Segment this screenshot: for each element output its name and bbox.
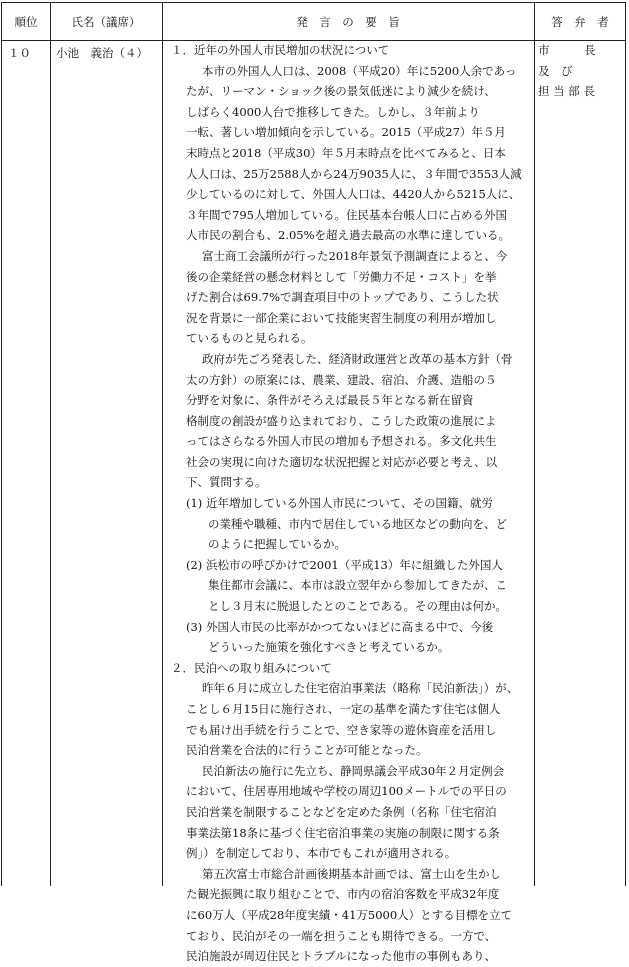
- header-name: 氏名（議席）: [71, 14, 141, 29]
- summary-line: 一転、著しい増加傾向を示している。2015（平成27）年５月: [186, 125, 506, 140]
- summary-line: 少しているのに対して、外国人人口は、4420人から5215人に、: [186, 187, 521, 202]
- summary-line: に60万人（平成28年度実績・41万5000人）とする目標を立て: [186, 907, 513, 922]
- summary-line: 況を背景に一部企業において技能実習生制度の利用が増加し: [186, 310, 497, 325]
- summary-line: のように把握しているか。: [208, 537, 346, 552]
- summary-line: 民泊施設が周辺住民とトラブルになった他市の事例もあり、: [186, 949, 497, 964]
- summary-line: 後の企業経営の懸念材料として「労働力不足・コスト」を挙: [186, 269, 497, 284]
- summary-line: 例」）を制定しており、本市でもこれが適用される。: [186, 846, 457, 861]
- summary-line: 事業法第18条に基づく住宅宿泊事業の実施の制限に関する条: [186, 825, 500, 840]
- summary-line: ３年間で795人増加している。住民基本台帳人口に占める外国: [186, 207, 507, 222]
- summary-line: 集住都市会議に、本市は設立翌年から参加してきたが、こ: [208, 578, 507, 593]
- summary-line: 昨年６月に成立した住宅宿泊事業法（略称「民泊新法」）が、: [202, 681, 519, 696]
- summary-line: た観光振興に取り組むことで、市内の宿泊客数を平成32年度: [186, 887, 500, 902]
- summary-line: (3) 外国人市民の比率がかつてないほどに高まる中で、今後: [186, 619, 494, 634]
- summary-line: ２．民泊への取り組みについて: [171, 660, 332, 675]
- summary-line: しばらく4000人台で推移してきた。しかし、３年前より: [186, 104, 480, 119]
- header-respondent: 答 弁 者: [551, 14, 609, 29]
- summary-line: 末時点と2018（平成30）年５月末時点を比べてみると、日本: [186, 145, 506, 160]
- summary-line: 太の方針）の原案には、農業、建設、宿泊、介護、造船の５: [186, 372, 497, 387]
- column-divider: [534, 3, 535, 886]
- summary-line: 人市民の割合も、2.05%を超え過去最高の水準に達している。: [186, 228, 511, 243]
- row-order: １０: [8, 46, 31, 60]
- summary-line: 社会の実現に向けた適切な状況把握と対応が必要と考え、以: [186, 454, 498, 469]
- summary-line: ってはさらなる外国人市民の増加も予想される。多文化共生: [186, 434, 497, 449]
- speech-summary-body: [168, 40, 532, 967]
- summary-line: ことし６月15日に施行され、一定の基準を満たす住宅は個人: [186, 702, 501, 716]
- respondent-list: [538, 40, 622, 102]
- row-name: 小池 義治（４）: [56, 46, 148, 60]
- header-order: 順位: [14, 14, 38, 29]
- respondent-entry: 及 び: [538, 63, 573, 78]
- summary-line: 分野を対象に、条件がそろえば最長５年となる新在留資: [186, 393, 474, 408]
- header-summary: 発 言 の 要 旨: [296, 14, 400, 29]
- summary-line: 民泊営業を合法的に行うことが可能となった。: [186, 743, 428, 758]
- summary-line: の業種や職種、市内で居住している地区などの動向を、ど: [208, 516, 507, 531]
- respondent-entry: 担 当 部 長: [538, 84, 595, 99]
- summary-line: 政府が先ごろ発表した、経済財政運営と改革の基本方針（骨: [202, 351, 513, 366]
- summary-line: 第五次富士市総合計画後期基本計画では、富士山を生かし: [202, 866, 501, 881]
- summary-line: どういった施策を強化すべきと考えているか。: [208, 640, 450, 655]
- summary-line: ており、民泊がその一端を担うことも期待できる。一方で、: [186, 928, 497, 943]
- summary-line: 民泊営業を制限することなどを定めた条例（名称「住宅宿泊: [186, 804, 497, 819]
- summary-line: (1) 近年増加している外国人市民について、その国籍、就労: [186, 496, 493, 511]
- summary-line: たが、リーマン・ショック後の景気低迷により減少を続け、: [186, 84, 496, 99]
- summary-line: １．近年の外国人市民増加の状況について: [171, 43, 390, 57]
- summary-line: ているものと見られる。: [186, 331, 313, 346]
- summary-line: 民泊新法の施行に先立ち、静岡県議会平成30年２月定例会: [202, 763, 505, 778]
- column-divider: [50, 3, 51, 886]
- summary-line: 人人口は、25万2588人から24万9035人に、３年間で3553人減: [186, 166, 522, 181]
- summary-line: において、住居専用地域や学校の周辺100メートルでの平日の: [186, 784, 507, 799]
- respondent-entry: 市 長: [538, 43, 596, 57]
- summary-line: (2) 浜松市の呼びかけで2001（平成13）年に組織した外国人: [186, 557, 503, 572]
- summary-line: とし３月末に脱退したとのことである。その理由は何か。: [208, 599, 507, 614]
- column-divider: [162, 3, 163, 886]
- summary-line: 本市の外国人人口は、2008（平成20）年に5200人余であっ: [202, 63, 517, 78]
- summary-line: でも届け出手続を行うことで、空き家等の遊休資産を活用し: [186, 722, 497, 737]
- summary-line: 下、質問する。: [186, 475, 267, 490]
- summary-line: 富士商工会議所が行った2018年景気予測調査によると、今: [202, 248, 508, 263]
- summary-line: げた割合は69.7%で調査項目中のトップであり、こうした状: [186, 290, 499, 305]
- summary-line: 格制度の創設が盛り込まれており、こうした政策の進展によ: [186, 413, 497, 428]
